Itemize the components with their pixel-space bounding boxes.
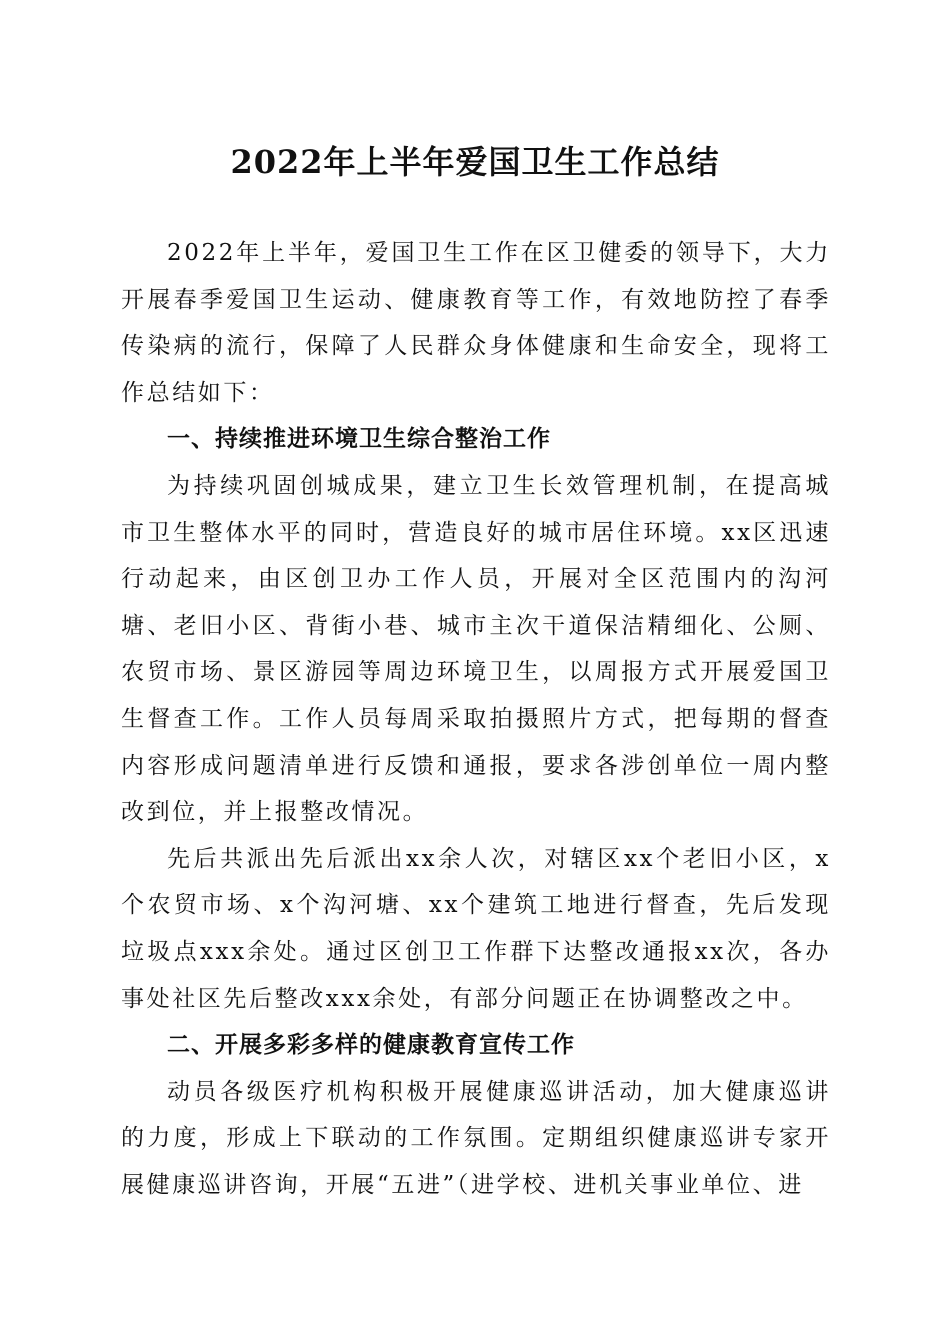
section-2-paragraph-1: 动员各级医疗机构积极开展健康巡讲活动，加大健康巡讲的力度，形成上下联动的工作氛围。定期组织健康巡讲专家开展健康巡讲咨询，开展“五进”（进学校、进机关事业单位、进 [121, 1078, 831, 1198]
section-heading-2: 二、开展多彩多样的健康教育宣传工作 [167, 1032, 575, 1059]
section-1-paragraph-1: 为持续巩固创城成果，建立卫生长效管理机制，在提高城市卫生整体水平的同时，营造良好的城市居住环境。xx区迅速行动起来，由区创卫办工作人员，开展对全区范围内的沟河塘、老旧小区、背街小巷、城市主次干道保洁精细化、公厕、农贸市场、景区游园等周边环境卫生，以周报方式开展爱国卫生督查工作。工作人员每周采取拍摄照片方式，把每期的督查内容形成问题清单进行反馈和通报，要求各涉创单位一周内整改到位，并上报整改情况。 [121, 472, 831, 826]
section-1-paragraph-2: 先后共派出先后派出xx余人次，对辖区xx个老旧小区，x个农贸市场、x个沟河塘、xx个建筑工地进行督查，先后发现垃圾点xxx余处。通过区创卫工作群下达整改通报xx次，各办事处社区先后整改xxx余处，有部分问题正在协调整改之中。 [121, 845, 831, 1012]
document-title: 2022年上半年爱国卫生工作总结 [230, 143, 720, 181]
intro-paragraph: 2022年上半年，爱国卫生工作在区卫健委的领导下，大力开展春季爱国卫生运动、健康教育等工作，有效地防控了春季传染病的流行，保障了人民群众身体健康和生命安全，现将工作总结如下： [121, 240, 831, 406]
section-heading-1: 一、持续推进环境卫生综合整治工作 [167, 426, 551, 453]
document-body [121, 230, 831, 1208]
